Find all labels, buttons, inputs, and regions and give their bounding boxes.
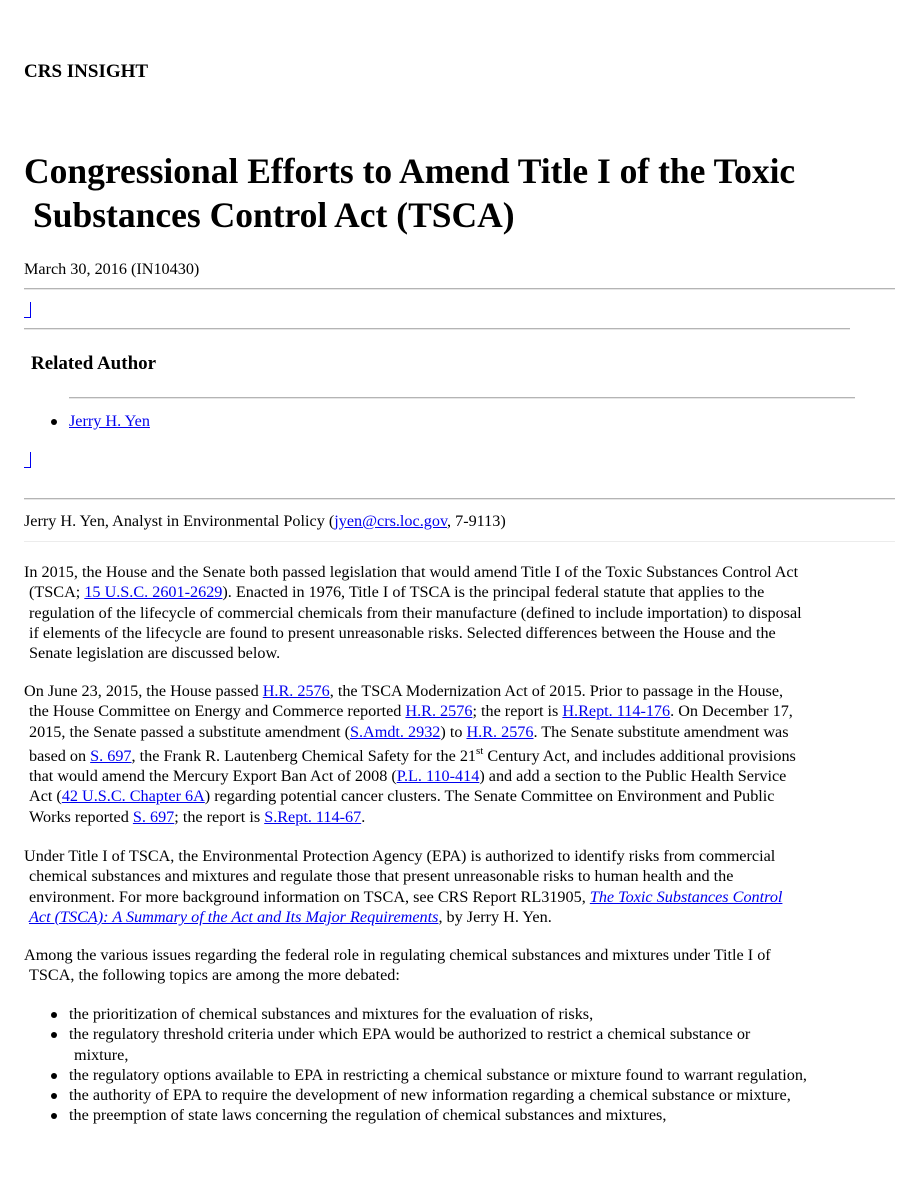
superscript: st	[476, 744, 484, 757]
publication-date: March 30, 2016 (IN10430)	[24, 260, 200, 278]
text: Act (	[29, 787, 62, 806]
text-line	[24, 807, 904, 827]
text: , by Jerry H. Yen.	[438, 907, 552, 926]
hr-2576-link[interactable]: H.R. 2576	[405, 702, 473, 721]
house-report-link[interactable]: H.Rept. 114-176	[562, 702, 671, 721]
list-item-text: the authority of EPA to require the development of new information regarding a chemical substance or mixture,	[69, 1086, 791, 1105]
text: ; the report is	[472, 702, 563, 721]
text: ) to	[440, 722, 467, 741]
author-byline	[24, 511, 506, 531]
text: .	[361, 807, 366, 826]
divider	[24, 498, 895, 500]
bullet-icon	[51, 1012, 57, 1018]
text: that would amend the Mercury Export Ban Act of 2008 (	[29, 767, 397, 786]
hr-2576-link[interactable]: H.R. 2576	[466, 722, 534, 741]
divider	[69, 397, 855, 399]
text: , the TSCA Modernization Act of 2015. Prior to passage in the House,	[329, 682, 784, 700]
page-title-line-1: Congressional Efforts to Amend Title I of the Toxic	[24, 151, 796, 191]
text: . On December 17,	[670, 702, 793, 721]
s-697-link[interactable]: S. 697	[132, 807, 175, 826]
report-type-label: CRS INSIGHT	[24, 61, 149, 82]
bullet-icon	[51, 1073, 57, 1079]
text-line	[24, 582, 904, 602]
text: ) regarding potential cancer clusters. The Senate Committee on Environment and Public	[204, 787, 775, 806]
bullet-icon	[51, 1032, 57, 1038]
text-line	[24, 722, 904, 742]
list-item	[51, 1004, 901, 1024]
text: 2015, the Senate passed a substitute amendment (	[29, 722, 350, 741]
list-item	[51, 1105, 901, 1125]
text-line: In 2015, the House and the Senate both passed legislation that would amend Title I of the Toxic Substances Control Act	[24, 563, 799, 581]
anchor-marker-link[interactable]	[24, 302, 31, 318]
text-line	[24, 746, 904, 766]
text-line	[24, 701, 904, 721]
divider	[24, 328, 850, 330]
paragraph-issues	[24, 945, 904, 986]
public-law-link[interactable]: P.L. 110-414	[396, 767, 480, 786]
text: . The Senate substitute amendment was	[533, 722, 789, 741]
list-item-text: the preemption of state laws concerning the regulation of chemical substances and mixtures,	[69, 1106, 667, 1125]
bullet-icon	[51, 1113, 57, 1119]
text-line: TSCA, the following topics are among the more debated:	[29, 966, 400, 985]
divider	[24, 541, 895, 542]
senate-amendment-link[interactable]: S.Amdt. 2932	[349, 722, 441, 741]
list-item	[51, 411, 150, 431]
related-author-heading: Related Author	[31, 353, 157, 374]
debated-topics-list	[51, 1004, 901, 1126]
text: Works reported	[29, 807, 133, 826]
author-link[interactable]: Jerry H. Yen	[69, 412, 150, 430]
s-697-link[interactable]: S. 697	[90, 746, 132, 765]
text: On June 23, 2015, the House passed	[24, 682, 263, 700]
usc-link[interactable]: 15 U.S.C. 2601-2629	[84, 583, 223, 602]
text-line	[24, 786, 904, 806]
text-line	[24, 887, 904, 907]
byline-phone: , 7-9113)	[447, 512, 506, 530]
text-line: Senate legislation are discussed below.	[29, 644, 281, 663]
list-item-text: the prioritization of chemical substances and mixtures for the evaluation of risks,	[69, 1005, 594, 1023]
list-item-text: the regulatory threshold criteria under which EPA would be authorized to restrict a chemical substance or	[69, 1025, 751, 1044]
text: environment. For more background information on TSCA, see CRS Report RL31905,	[29, 887, 590, 906]
list-item	[51, 1024, 901, 1065]
text: ; the report is	[174, 807, 265, 826]
paragraph-background	[24, 846, 904, 927]
text: the House Committee on Energy and Commerce reported	[29, 702, 406, 721]
anchor-marker-link[interactable]	[24, 452, 31, 468]
senate-report-link[interactable]: S.Rept. 114-67	[264, 807, 362, 826]
text-line: if elements of the lifecycle are found to present unreasonable risks. Selected differences between the House and the	[29, 623, 776, 642]
text-line	[24, 907, 904, 927]
paragraph-legislation	[24, 681, 904, 827]
bullet-icon	[51, 1093, 57, 1099]
usc-chapter-link[interactable]: 42 U.S.C. Chapter 6A	[61, 787, 205, 806]
divider	[24, 288, 895, 290]
list-item	[51, 1065, 901, 1085]
crs-report-link[interactable]: Act (TSCA): A Summary of the Act and Its Major Requirements	[29, 907, 439, 926]
byline-text: Jerry H. Yen, Analyst in Environmental Policy (	[24, 512, 335, 530]
list-item-text: mixture,	[74, 1045, 129, 1064]
related-author-list	[51, 411, 150, 431]
text-line: regulation of the lifecycle of commercial chemicals from their manufacture (defined to include importation) to disposal	[29, 603, 802, 622]
paragraph-intro	[24, 562, 904, 663]
text-line	[24, 681, 904, 701]
page-title-line-2: Substances Control Act (TSCA)	[33, 195, 515, 235]
crs-report-link[interactable]: The Toxic Substances Control	[589, 887, 783, 906]
text: (TSCA;	[29, 583, 85, 602]
text: Century Act, and includes additional provisions	[483, 746, 796, 765]
text-line: chemical substances and mixtures and regulate those that present unreasonable risks to human health and the	[29, 867, 734, 886]
text: ) and add a section to the Public Health Service	[479, 767, 787, 786]
email-link[interactable]: jyen@crs.loc.gov	[334, 512, 447, 530]
list-item	[51, 1085, 901, 1105]
list-item-text: the regulatory options available to EPA in restricting a chemical substance or mixture found to warrant regulation,	[69, 1065, 807, 1084]
text-line: Under Title I of TSCA, the Environmental Protection Agency (EPA) is authorized to identify risks from commercial	[24, 847, 776, 865]
text-line: Among the various issues regarding the federal role in regulating chemical substances and mixtures under Title I of	[24, 946, 771, 964]
text-line	[24, 766, 904, 786]
text: ). Enacted in 1976, Title I of TSCA is the principal federal statute that applies to the	[222, 583, 765, 602]
text: based on	[29, 746, 91, 765]
bullet-icon	[51, 419, 57, 425]
page-title	[24, 149, 894, 237]
hr-2576-link[interactable]: H.R. 2576	[262, 682, 330, 700]
text: , the Frank R. Lautenberg Chemical Safety for the 21	[131, 746, 477, 765]
